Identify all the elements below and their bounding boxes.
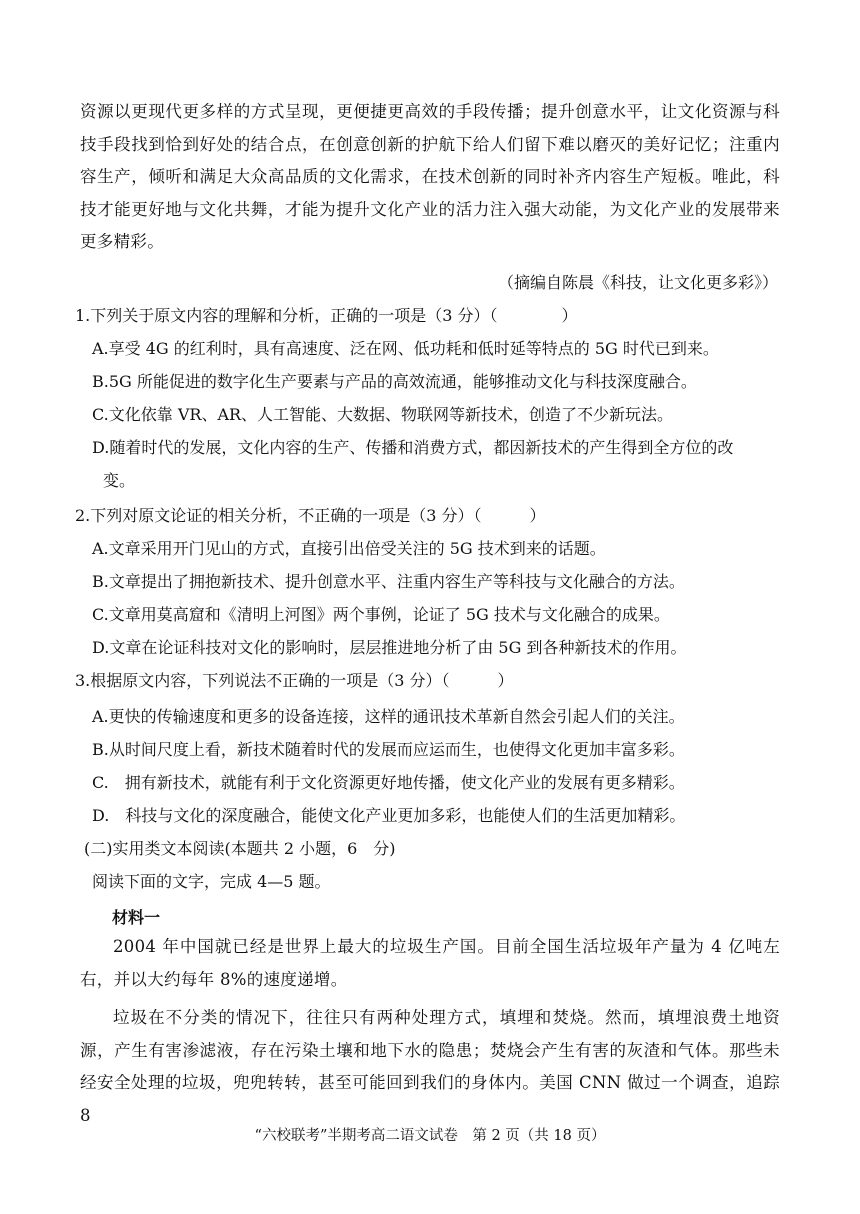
page-footer: “六校联考”半期考高二语文试卷 第 2 页（共 18 页） <box>254 1128 606 1144</box>
question-2-option-d: D.文章在论证科技对文化的影响时，层层推进地分析了由 5G 到各种新技术的作用。 <box>92 638 687 657</box>
question-1-option-b: B.5G 所能促进的数字化生产要素与产品的高效流通，能够推动文化与科技深度融合。 <box>92 372 697 391</box>
question-1-option-d: D.随着时代的发展，文化内容的生产、传播和消费方式，都因新技术的产生得到全方位的改 <box>92 438 734 457</box>
material-title: 材料一 <box>112 908 161 927</box>
question-1-option-c: C.文化依靠 VR、AR、人工智能、大数据、物联网等新技术，创造了不少新玩法。 <box>92 405 674 424</box>
question-2-option-b: B.文章提出了拥抱新技术、提升创意水平、注重内容生产等科技与文化融合的方法。 <box>92 572 685 591</box>
passage-source: （摘编自陈晨《科技，让文化更多彩》） <box>497 273 778 292</box>
material-paragraph-2: 垃圾在不分类的情况下，往往只有两种处理方式，填埋和焚烧。然而，填埋浪费土地资源，产生有害渗滤液，存在污染土壤和地下水的隐患；焚烧会产生有害的灰渣和气体。那些未经安全处理的垃圾，兜兜转转，甚至可能回到我们的身体内。美国 CNN 做过一个调查，追踪 8 <box>80 1008 780 1125</box>
section-2-instruction: 阅读下面的文字，完成 4—5 题。 <box>92 872 331 891</box>
question-3-option-a: A.更快的传输速度和更多的设备连接，这样的通讯技术革新自然会引起人们的关注。 <box>92 707 685 726</box>
question-3-stem: 3.根据原文内容，下列说法不正确的一项是（3 分）（ ） <box>75 671 514 690</box>
question-3-option-d: D. 科技与文化的深度融合，能使文化产业更加多彩，也能使人们的生活更加精彩。 <box>92 806 686 825</box>
question-2-option-a: A.文章采用开门见山的方式，直接引出倍受关注的 5G 技术到来的话题。 <box>92 539 606 558</box>
material-paragraph-1: 2004 年中国就已经是世界上最大的垃圾生产国。目前全国生活垃圾年产量为 4 亿吨左右，并以大约每年 8%的速度递增。 <box>80 937 780 989</box>
question-1-option-a: A.享受 4G 的红利时，具有高速度、泛在网、低功耗和低时延等特点的 5G 时代已到来。 <box>92 339 719 358</box>
question-3-option-b: B.从时间尺度上看，新技术随着时代的发展而应运而生，也使得文化更加丰富多彩。 <box>92 740 685 759</box>
passage-paragraph: 资源以更现代更多样的方式呈现，更便捷更高效的手段传播；提升创意水平，让文化资源与科技手段找到恰到好处的结合点，在创意创新的护航下给人们留下难以磨灭的美好记忆；注重内容生产，倾听和满足大众高品质的文化需求，在技术创新的同时补齐内容生产短板。唯此，科技才能更好地与文化共舞，才能为提升文化产业的活力注入强大动能，为文化产业的发展带来更多精彩。 <box>80 102 780 251</box>
question-3-option-c: C. 拥有新技术，就能有利于文化资源更好地传播，使文化产业的发展有更多精彩。 <box>92 773 685 792</box>
question-1-stem: 1.下列关于原文内容的理解和分析，正确的一项是（3 分）（ ） <box>75 306 578 325</box>
question-2-option-c: C.文章用莫高窟和《清明上河图》两个事例，论证了 5G 技术与文化融合的成果。 <box>92 605 670 624</box>
question-2-stem: 2.下列对原文论证的相关分析，不正确的一项是（3 分）（ ） <box>75 506 546 525</box>
section-2-heading: (二)实用类文本阅读(本题共 2 小题，6 分) <box>84 839 396 858</box>
question-1-option-d-cont: 变。 <box>103 471 136 490</box>
